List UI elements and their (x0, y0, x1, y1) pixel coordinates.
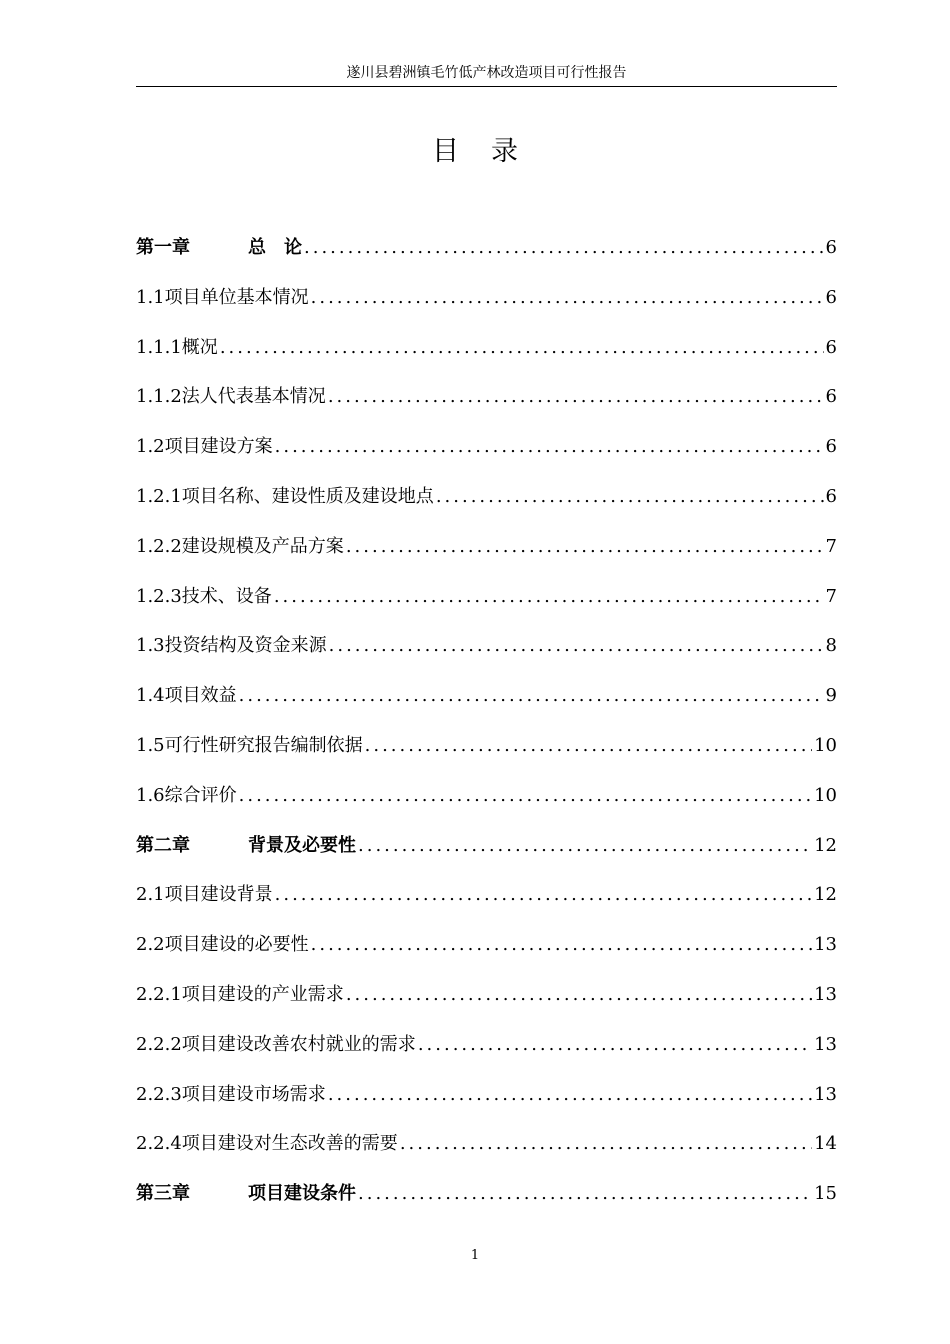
toc-entry-label: 1.1.1概况 (136, 336, 218, 358)
dot-leader (274, 572, 824, 622)
dot-leader (358, 1169, 812, 1219)
toc-page-number: 6 (825, 336, 837, 358)
toc-entry-label: 2.2项目建设的必要性 (136, 934, 309, 956)
toc-entry-label (136, 223, 302, 273)
toc-page-number: 10 (814, 784, 837, 806)
toc-entry-label: 1.2项目建设方案 (136, 436, 273, 458)
toc-page-number: 13 (814, 1083, 837, 1105)
toc-entry[interactable] (136, 273, 837, 323)
toc-entry-label: 2.1项目建设背景 (136, 884, 273, 906)
dot-leader (311, 273, 824, 323)
dot-leader (311, 920, 812, 970)
toc-entry-label: 1.5可行性研究报告编制依据 (136, 734, 363, 756)
toc-page-number: 6 (825, 386, 837, 408)
toc-entry[interactable] (136, 1020, 837, 1070)
toc-entry-label: 2.2.4项目建设对生态改善的需要 (136, 1133, 398, 1155)
dot-leader (220, 323, 824, 373)
toc-page-number: 7 (825, 585, 837, 607)
toc-entry-label: 1.2.1项目名称、建设性质及建设地点 (136, 485, 434, 507)
toc-entry[interactable] (136, 422, 837, 472)
toc-entry-label: 1.2.2建设规模及产品方案 (136, 535, 344, 557)
toc-entry-label: 1.1项目单位基本情况 (136, 286, 309, 308)
toc-entry[interactable] (136, 970, 837, 1020)
toc-entry[interactable] (136, 472, 837, 522)
toc-title: 目录 (432, 136, 550, 167)
chapter-number: 第一章 (136, 237, 190, 258)
dot-leader (418, 1020, 812, 1070)
toc-entry-label: 1.6综合评价 (136, 784, 237, 806)
toc-page-number: 6 (825, 436, 837, 458)
toc-page-number: 13 (814, 983, 837, 1005)
dot-leader (358, 821, 812, 871)
toc-entry-label: 2.2.1项目建设的产业需求 (136, 983, 344, 1005)
toc-page-number: 13 (814, 934, 837, 956)
footer-page-number: 1 (470, 1248, 480, 1263)
toc-chapter-3[interactable] (136, 1169, 837, 1219)
toc-entry[interactable] (136, 522, 837, 572)
toc-entry-label: 1.3投资结构及资金来源 (136, 635, 327, 657)
dot-leader (346, 970, 812, 1020)
dot-leader (239, 771, 812, 821)
dot-leader (400, 1119, 812, 1169)
chapter-title: 背景及必要性 (248, 834, 356, 856)
toc-entry[interactable] (136, 771, 837, 821)
toc-page-number: 6 (825, 286, 837, 308)
toc-page-number: 12 (814, 834, 837, 856)
toc-page-number: 8 (825, 635, 837, 657)
toc-page-number: 14 (814, 1133, 837, 1155)
toc-entry[interactable] (136, 920, 837, 970)
dot-leader (275, 870, 812, 920)
toc-entry-label (136, 1169, 356, 1219)
toc-entry[interactable] (136, 1119, 837, 1169)
toc-entry-label: 1.4项目效益 (136, 685, 237, 707)
toc-page-number: 6 (825, 485, 837, 507)
chapter-title: 项目建设条件 (248, 1183, 356, 1205)
page-header (136, 62, 837, 87)
toc-chapter-1[interactable] (136, 223, 837, 273)
toc-page-number: 10 (814, 734, 837, 756)
chapter-number: 第三章 (136, 1183, 190, 1205)
toc-page-number: 12 (814, 884, 837, 906)
toc-entry-label: 2.2.3项目建设市场需求 (136, 1083, 326, 1105)
toc-page-number: 6 (825, 237, 837, 258)
toc-entry-label (136, 821, 356, 871)
toc-entry[interactable] (136, 372, 837, 422)
toc-entry[interactable] (136, 721, 837, 771)
toc-page-number: 7 (825, 535, 837, 557)
toc-page-number: 13 (814, 1033, 837, 1055)
toc-entry-label: 1.2.3技术、设备 (136, 585, 272, 607)
toc-page-number: 9 (825, 685, 837, 707)
toc-entry-label: 1.1.2法人代表基本情况 (136, 386, 326, 408)
toc-entry[interactable] (136, 870, 837, 920)
dot-leader (346, 522, 824, 572)
chapter-title: 总 论 (248, 237, 302, 258)
header-title: 遂川县碧洲镇毛竹低产林改造项目可行性报告 (346, 65, 627, 81)
table-of-contents (136, 223, 837, 1219)
dot-leader (328, 1070, 812, 1120)
page-footer (0, 1247, 950, 1265)
toc-entry[interactable] (136, 621, 837, 671)
dot-leader (275, 422, 824, 472)
toc-entry[interactable] (136, 572, 837, 622)
toc-entry-label: 2.2.2项目建设改善农村就业的需求 (136, 1033, 416, 1055)
toc-chapter-2[interactable] (136, 821, 837, 871)
dot-leader (328, 372, 824, 422)
toc-page-number: 15 (814, 1183, 837, 1205)
toc-entry[interactable] (136, 323, 837, 373)
toc-entry[interactable] (136, 1070, 837, 1120)
toc-entry[interactable] (136, 671, 837, 721)
chapter-number: 第二章 (136, 834, 190, 856)
dot-leader (304, 223, 824, 273)
dot-leader (365, 721, 812, 771)
dot-leader (239, 671, 824, 721)
dot-leader (329, 621, 824, 671)
dot-leader (436, 472, 824, 522)
